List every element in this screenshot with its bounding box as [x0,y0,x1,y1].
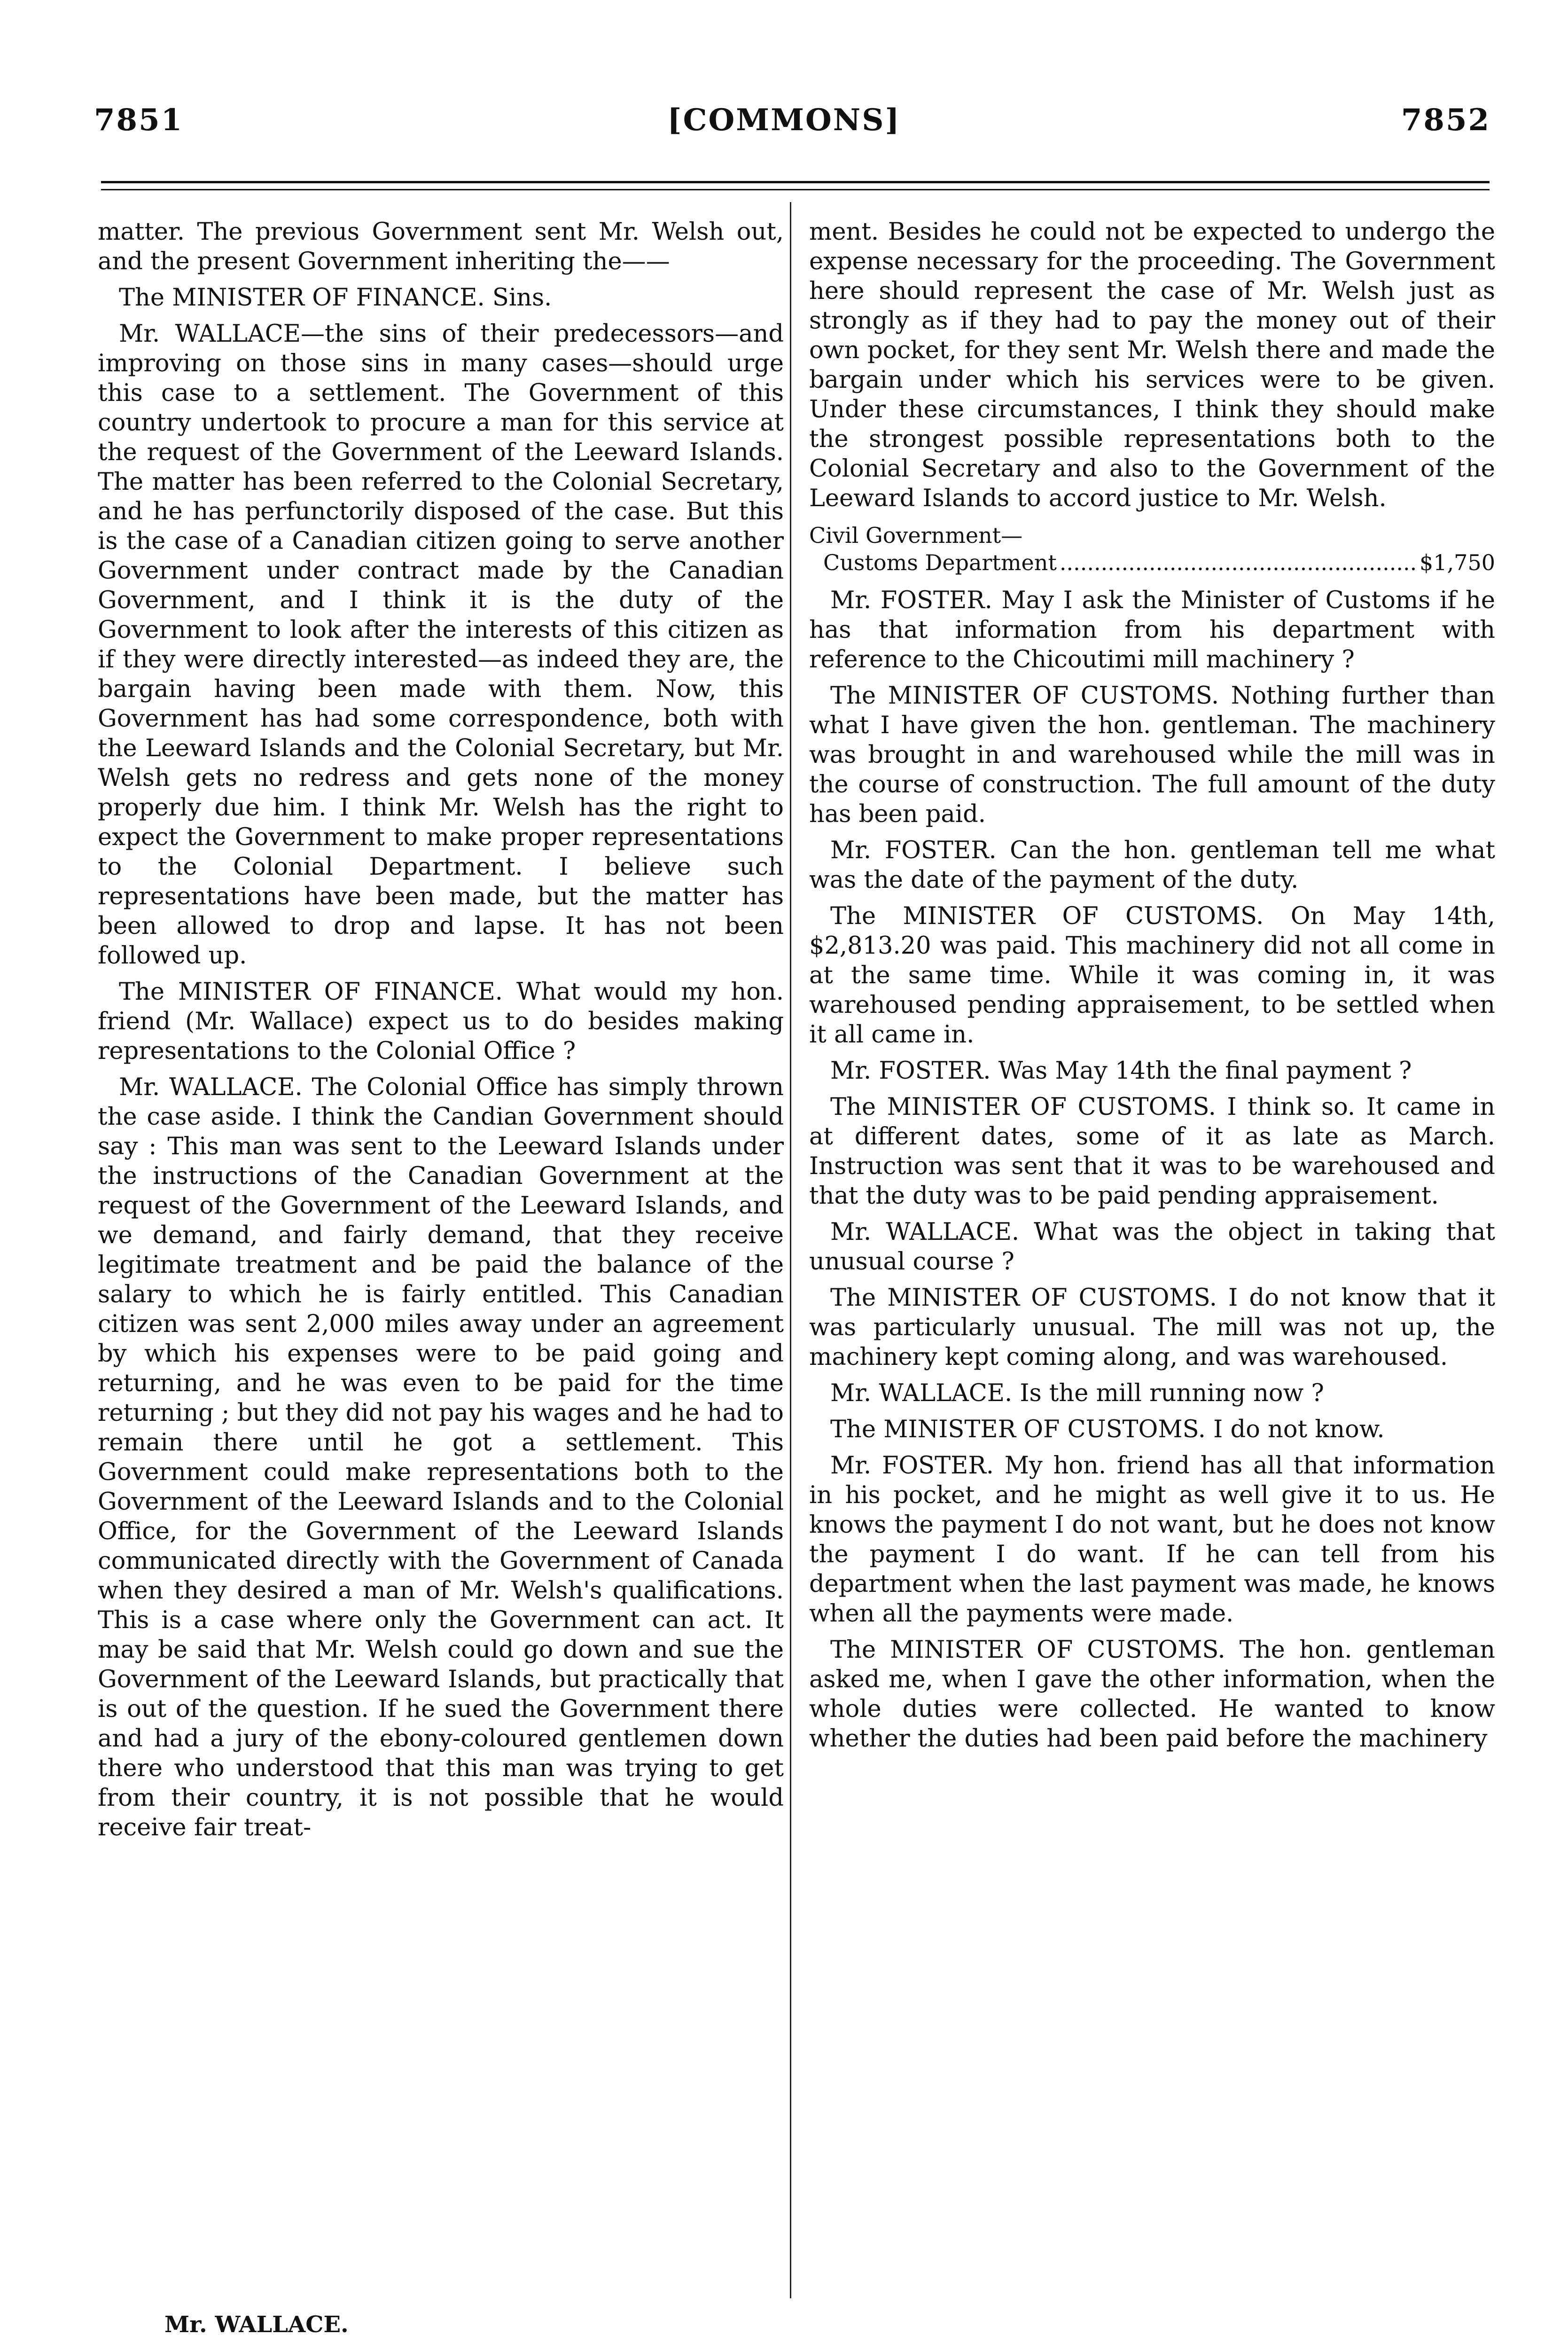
estimate-item-label: Customs Department [823,550,1057,575]
estimate-amount: $1,750 [1420,550,1495,575]
header-rule-thick [101,181,1490,183]
paragraph: Mr. WALLACE. What was the object in taking that unusual course ? [809,1218,1495,1276]
paragraph: Mr. WALLACE. Is the mill running now ? [830,1379,1324,1407]
leader-dots [1060,549,1417,576]
paragraph: The MINISTER OF CUSTOMS. I do not know that it was particularly unusual. The mill was not up, the machinery kept coming along, and was warehoused. [809,1284,1495,1371]
paragraph: The MINISTER OF FINANCE. What would my hon. friend (Mr. Wallace) expect us to do besides making representations to the Colonial Office ? [98,978,784,1065]
page-header-title: [COMMONS] [667,102,901,138]
paragraph: The MINISTER OF CUSTOMS. Nothing further than what I have given the hon. gentleman. The machinery was brought in and warehoused while the mill was in the course of construction. The full amount of the duty has been paid. [809,682,1495,828]
paragraph: Mr. FOSTER. My hon. friend has all that information in his pocket, and he might as well give it to us. He knows the payment I do not want, but he does not know the payment I do want. If he can tell from his department when the last payment was made, he knows when all the payments were made. [809,1452,1495,1628]
paragraph: The MINISTER OF CUSTOMS. On May 14th, $2,813.20 was paid. This machinery did not all come in at the same time. While it was coming in, it was warehoused pending appraisement, to be settled when it all came in. [809,902,1495,1049]
paragraph: Mr. FOSTER. Was May 14th the final payment ? [830,1057,1412,1085]
paragraph: The MINISTER OF FINANCE. Sins. [119,284,552,312]
paragraph: The MINISTER OF CUSTOMS. I think so. It came in at different dates, some of it as late as March. Instruction was sent that it was to be warehoused and that the duty was to be paid pending appraisement. [809,1093,1495,1210]
page-number-left: 7851 [94,102,184,138]
estimate-heading: Civil Government— [809,523,1023,548]
paragraph: Mr. WALLACE. The Colonial Office has simply thrown the case aside. I think the Candian Government should say : This man was sent to the Leeward Islands under the instructions of the Canadian Government at the request of the Government of the Leeward Islands, and we demand, and fairly demand, that they receive legitimate treatment and be paid the balance of the salary to which he is fairly entitled. This Canadian citizen was sent 2,000 miles away under an agreement by which his expenses were to be paid going and returning, and he was even to be paid for the time returning ; but they did not pay his wages and he had to remain there until he got a settlement. This Government could make representations both to the Government of the Leeward Islands and to the Colonial Office, for the Government of the Leeward Islands communicated directly with the Government of Canada when they desired a man of Mr. Welsh's qualifications. This is a case where only the Government can act. It may be said that Mr. Welsh could go down and sue the Government of the Leeward Islands, but practically that is out of the question. If he sued the Government there and had a jury of the ebony-coloured gentlemen down there who understood that this man was trying to get from their country, it is not possible that he would receive fair treat- [98,1073,784,1841]
paragraph: Mr. FOSTER. May I ask the Minister of Customs if he has that information from his department with reference to the Chicoutimi mill machinery ? [809,587,1495,674]
estimate-line [809,549,1495,576]
left-column [98,217,784,1849]
header-rule-thin [101,189,1490,190]
paragraph: Mr. WALLACE—the sins of their predecessors—and improving on those sins in many cases—should urge this case to a settlement. The Government of this country undertook to procure a man for this service at the request of the Government of the Leeward Islands. The matter has been referred to the Colonial Secretary, and he has perfunctorily disposed of the case. But this is the case of a Canadian citizen going to serve another Government under contract made by the Canadian Government, and I think it is the duty of the Government to look after the interests of this citizen as if they were directly interested—as indeed they are, the bargain having been made with them. Now, this Government has had some correspondence, both with the Leeward Islands and the Colonial Secretary, but Mr. Welsh gets no redress and gets none of the money properly due him. I think Mr. Welsh has the right to expect the Government to make proper representations to the Colonial Department. I believe such representations have been made, but the matter has been allowed to drop and lapse. It has not been followed up. [98,320,784,970]
page-number-right: 7852 [1401,102,1490,138]
right-column [809,217,1495,1760]
paragraph: matter. The previous Government sent Mr. Welsh out, and the present Government inheriting the—— [98,218,784,275]
paragraph: Mr. FOSTER. Can the hon. gentleman tell me what was the date of the payment of the duty. [809,837,1495,894]
estimate-item [809,522,1495,576]
paragraph: The MINISTER OF CUSTOMS. I do not know. [830,1416,1385,1443]
paragraph: The MINISTER OF CUSTOMS. The hon. gentleman asked me, when I gave the other information, when the whole duties were collected. He wanted to know whether the duties had been paid before the machinery [809,1636,1495,1753]
column-divider [790,202,791,2298]
footer-speaker-name: Mr. WALLACE. [164,2311,349,2338]
paragraph: ment. Besides he could not be expected to undergo the expense necessary for the proceeding. The Government here should represent the case of Mr. Welsh just as strongly as if they had to pay the money out of their own pocket, for they sent Mr. Welsh there and made the bargain under which his services were to be given. Under these circumstances, I think they should make the strongest possible representations both to the Colonial Secretary and also to the Government of the Leeward Islands to accord justice to Mr. Welsh. [809,218,1495,512]
